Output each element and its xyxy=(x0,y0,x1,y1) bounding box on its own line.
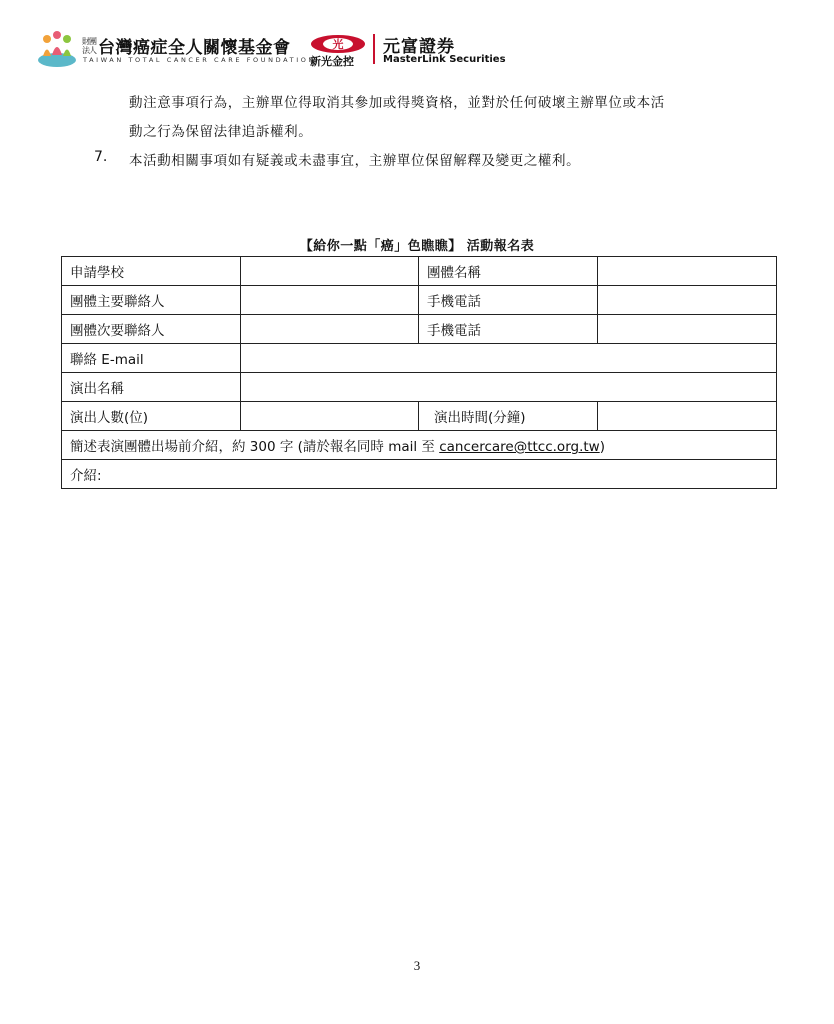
page-number: 3 xyxy=(413,958,421,973)
sponsor2-name-en: MasterLink Securities xyxy=(383,54,506,65)
rule-7-number: 7. xyxy=(94,149,108,165)
org-name-en: TAIWAN TOTAL CANCER CARE FOUNDATION xyxy=(83,56,316,64)
email-label: 聯絡 E-mail xyxy=(62,344,241,373)
svg-text:光: 光 xyxy=(332,38,344,51)
school-label: 申請學校 xyxy=(62,257,241,286)
form-title: 【給你一點「癌」色瞧瞧】 活動報名表 xyxy=(299,239,535,254)
secondary-phone-field[interactable] xyxy=(598,315,777,344)
org-prefix: 財團法人 xyxy=(82,37,96,55)
intro-instruction xyxy=(62,431,777,460)
table-row xyxy=(62,373,777,402)
table-row xyxy=(62,344,777,373)
rule-text-line1: 動注意事項行為，主辦單位得取消其參加或得獎資格，並對於任何破壞主辦單位或本活 xyxy=(129,95,665,111)
registration-form xyxy=(61,256,777,489)
performers-field[interactable] xyxy=(241,402,419,431)
primary-contact-field[interactable] xyxy=(241,286,419,315)
intro-field[interactable]: 介紹: xyxy=(62,460,777,489)
intro-email-link[interactable]: cancercare@ttcc.org.tw xyxy=(439,439,600,455)
secondary-phone-label: 手機電話 xyxy=(419,315,598,344)
sponsor2-name-zh: 元富證券 xyxy=(383,37,455,57)
table-row xyxy=(62,431,777,460)
intro-instruction-suffix: ) xyxy=(599,439,605,455)
group-name-label: 團體名稱 xyxy=(419,257,598,286)
secondary-contact-field[interactable] xyxy=(241,315,419,344)
letterhead xyxy=(36,30,516,70)
table-row xyxy=(62,257,777,286)
show-name-label: 演出名稱 xyxy=(62,373,241,402)
sponsor-name: 新光金控 xyxy=(310,55,354,68)
shinkong-logo-icon xyxy=(310,34,366,54)
table-row xyxy=(62,315,777,344)
duration-field[interactable] xyxy=(598,402,777,431)
rule-7-text: 本活動相關事項如有疑義或未盡事宜，主辦單位保留解釋及變更之權利。 xyxy=(129,153,581,169)
org-name: 台灣癌症全人關懷基金會 xyxy=(98,38,291,58)
intro-instruction-prefix: 簡述表演團體出場前介紹，約 300 字 (請於報名同時 mail 至 xyxy=(70,439,440,455)
rule-text-line2: 動之行為保留法律追訴權利。 xyxy=(129,124,313,140)
logo-divider xyxy=(373,34,375,64)
performers-label: 演出人數(位) xyxy=(62,402,241,431)
primary-contact-label: 團體主要聯絡人 xyxy=(62,286,241,315)
school-field[interactable] xyxy=(241,257,419,286)
primary-phone-label: 手機電話 xyxy=(419,286,598,315)
duration-label: 演出時間(分鐘) xyxy=(419,402,598,431)
group-name-field[interactable] xyxy=(598,257,777,286)
table-row xyxy=(62,402,777,431)
ttcc-logo-icon xyxy=(36,30,78,68)
show-name-field[interactable] xyxy=(241,373,777,402)
email-field[interactable] xyxy=(241,344,777,373)
table-row xyxy=(62,460,777,489)
secondary-contact-label: 團體次要聯絡人 xyxy=(62,315,241,344)
table-row xyxy=(62,286,777,315)
primary-phone-field[interactable] xyxy=(598,286,777,315)
